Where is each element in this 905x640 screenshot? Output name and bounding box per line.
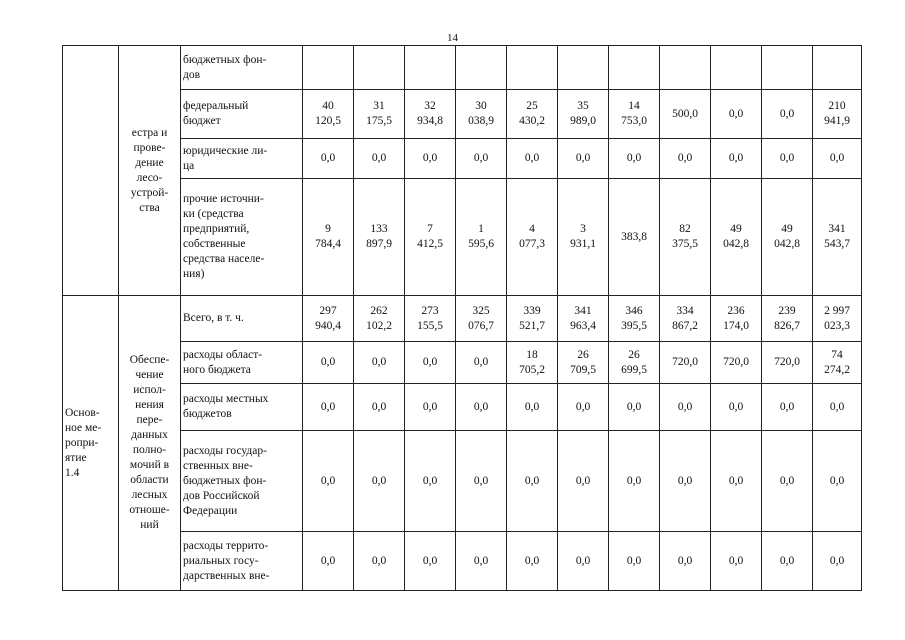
value-cell: [354, 46, 405, 90]
funding-source-label: прочие источни- ки (средства предприятий, собственные средства населе- ния): [181, 179, 303, 296]
value-cell: 49 042,8: [711, 179, 762, 296]
value-cell: 0,0: [354, 342, 405, 384]
value-cell: 720,0: [711, 342, 762, 384]
value-cell: 0,0: [609, 532, 660, 591]
value-cell: 31 175,5: [354, 90, 405, 139]
funding-source-label: федеральный бюджет: [181, 90, 303, 139]
value-cell: 346 395,5: [609, 296, 660, 342]
value-cell: 14 753,0: [609, 90, 660, 139]
value-cell: 25 430,2: [507, 90, 558, 139]
value-cell: 0,0: [711, 532, 762, 591]
table-row: [63, 342, 862, 384]
value-cell: 239 826,7: [762, 296, 813, 342]
value-cell: 133 897,9: [354, 179, 405, 296]
value-cell: 0,0: [558, 532, 609, 591]
measure-name-cell: естра и прове- дение лесо- устрой- ства: [119, 46, 181, 296]
table-row: [63, 139, 862, 179]
value-cell: [711, 46, 762, 90]
funding-source-label: расходы местных бюджетов: [181, 384, 303, 431]
value-cell: 297 940,4: [303, 296, 354, 342]
value-cell: [456, 46, 507, 90]
value-cell: 325 076,7: [456, 296, 507, 342]
value-cell: [558, 46, 609, 90]
table-row: [63, 296, 862, 342]
value-cell: 0,0: [456, 431, 507, 532]
table-body: [63, 46, 862, 591]
value-cell: 262 102,2: [354, 296, 405, 342]
value-cell: 720,0: [660, 342, 711, 384]
value-cell: [762, 46, 813, 90]
measure-cell: [63, 46, 119, 296]
value-cell: 0,0: [711, 90, 762, 139]
value-cell: 9 784,4: [303, 179, 354, 296]
value-cell: 0,0: [762, 431, 813, 532]
value-cell: 0,0: [660, 431, 711, 532]
funding-source-label: Всего, в т. ч.: [181, 296, 303, 342]
value-cell: [609, 46, 660, 90]
value-cell: 0,0: [354, 139, 405, 179]
value-cell: 0,0: [456, 384, 507, 431]
value-cell: 0,0: [507, 384, 558, 431]
value-cell: [303, 46, 354, 90]
value-cell: 18 705,2: [507, 342, 558, 384]
table-row: [63, 431, 862, 532]
value-cell: 0,0: [660, 139, 711, 179]
funding-source-label: бюджетных фон- дов: [181, 46, 303, 90]
table-row: [63, 90, 862, 139]
funding-source-label: расходы област- ного бюджета: [181, 342, 303, 384]
value-cell: 0,0: [762, 384, 813, 431]
value-cell: 1 595,6: [456, 179, 507, 296]
value-cell: 0,0: [303, 139, 354, 179]
value-cell: 0,0: [762, 139, 813, 179]
value-cell: 35 989,0: [558, 90, 609, 139]
funding-source-label: юридические ли- ца: [181, 139, 303, 179]
value-cell: 0,0: [405, 139, 456, 179]
value-cell: 0,0: [354, 384, 405, 431]
value-cell: 0,0: [405, 431, 456, 532]
value-cell: 0,0: [609, 139, 660, 179]
value-cell: 236 174,0: [711, 296, 762, 342]
value-cell: 0,0: [711, 384, 762, 431]
value-cell: 0,0: [405, 384, 456, 431]
value-cell: 0,0: [507, 431, 558, 532]
value-cell: 0,0: [354, 532, 405, 591]
value-cell: 0,0: [456, 139, 507, 179]
value-cell: 339 521,7: [507, 296, 558, 342]
value-cell: 0,0: [813, 532, 862, 591]
value-cell: 26 699,5: [609, 342, 660, 384]
funding-source-label: расходы государ- ственных вне- бюджетных фон- дов Российской Федерации: [181, 431, 303, 532]
value-cell: 2 997 023,3: [813, 296, 862, 342]
measure-cell: Основ- ное ме- ропри- ятие 1.4: [63, 296, 119, 591]
table-row: [63, 384, 862, 431]
table-row: [63, 532, 862, 591]
value-cell: 74 274,2: [813, 342, 862, 384]
value-cell: 0,0: [660, 532, 711, 591]
value-cell: 49 042,8: [762, 179, 813, 296]
value-cell: [660, 46, 711, 90]
value-cell: [507, 46, 558, 90]
value-cell: 0,0: [558, 384, 609, 431]
page-number: 14: [447, 32, 458, 44]
value-cell: 0,0: [813, 431, 862, 532]
value-cell: 0,0: [507, 139, 558, 179]
value-cell: 0,0: [813, 139, 862, 179]
value-cell: 40 120,5: [303, 90, 354, 139]
value-cell: [813, 46, 862, 90]
value-cell: 0,0: [507, 532, 558, 591]
value-cell: 3 931,1: [558, 179, 609, 296]
value-cell: 0,0: [303, 431, 354, 532]
table-row: [63, 179, 862, 296]
value-cell: 0,0: [609, 384, 660, 431]
value-cell: 0,0: [405, 342, 456, 384]
value-cell: 341 963,4: [558, 296, 609, 342]
table-row: [63, 46, 862, 90]
value-cell: 0,0: [558, 139, 609, 179]
value-cell: 0,0: [354, 431, 405, 532]
value-cell: 26 709,5: [558, 342, 609, 384]
value-cell: 273 155,5: [405, 296, 456, 342]
value-cell: 0,0: [762, 90, 813, 139]
value-cell: 0,0: [813, 384, 862, 431]
value-cell: 4 077,3: [507, 179, 558, 296]
value-cell: 0,0: [711, 431, 762, 532]
value-cell: [405, 46, 456, 90]
value-cell: 383,8: [609, 179, 660, 296]
value-cell: 0,0: [660, 384, 711, 431]
value-cell: 0,0: [558, 431, 609, 532]
value-cell: 0,0: [303, 342, 354, 384]
value-cell: 0,0: [456, 532, 507, 591]
value-cell: 30 038,9: [456, 90, 507, 139]
value-cell: 341 543,7: [813, 179, 862, 296]
value-cell: 0,0: [609, 431, 660, 532]
value-cell: 32 934,8: [405, 90, 456, 139]
funding-source-label: расходы террито- риальных госу- дарственных вне-: [181, 532, 303, 591]
value-cell: 500,0: [660, 90, 711, 139]
budget-table: [62, 45, 862, 591]
value-cell: 334 867,2: [660, 296, 711, 342]
value-cell: 0,0: [762, 532, 813, 591]
value-cell: 0,0: [405, 532, 456, 591]
value-cell: 720,0: [762, 342, 813, 384]
value-cell: 0,0: [711, 139, 762, 179]
value-cell: 0,0: [456, 342, 507, 384]
value-cell: 210 941,9: [813, 90, 862, 139]
value-cell: 0,0: [303, 384, 354, 431]
value-cell: 0,0: [303, 532, 354, 591]
value-cell: 7 412,5: [405, 179, 456, 296]
value-cell: 82 375,5: [660, 179, 711, 296]
measure-name-cell: Обеспе- чение испол- нения пере- данных полно- мочий в области лесных отноше- ний: [119, 296, 181, 591]
